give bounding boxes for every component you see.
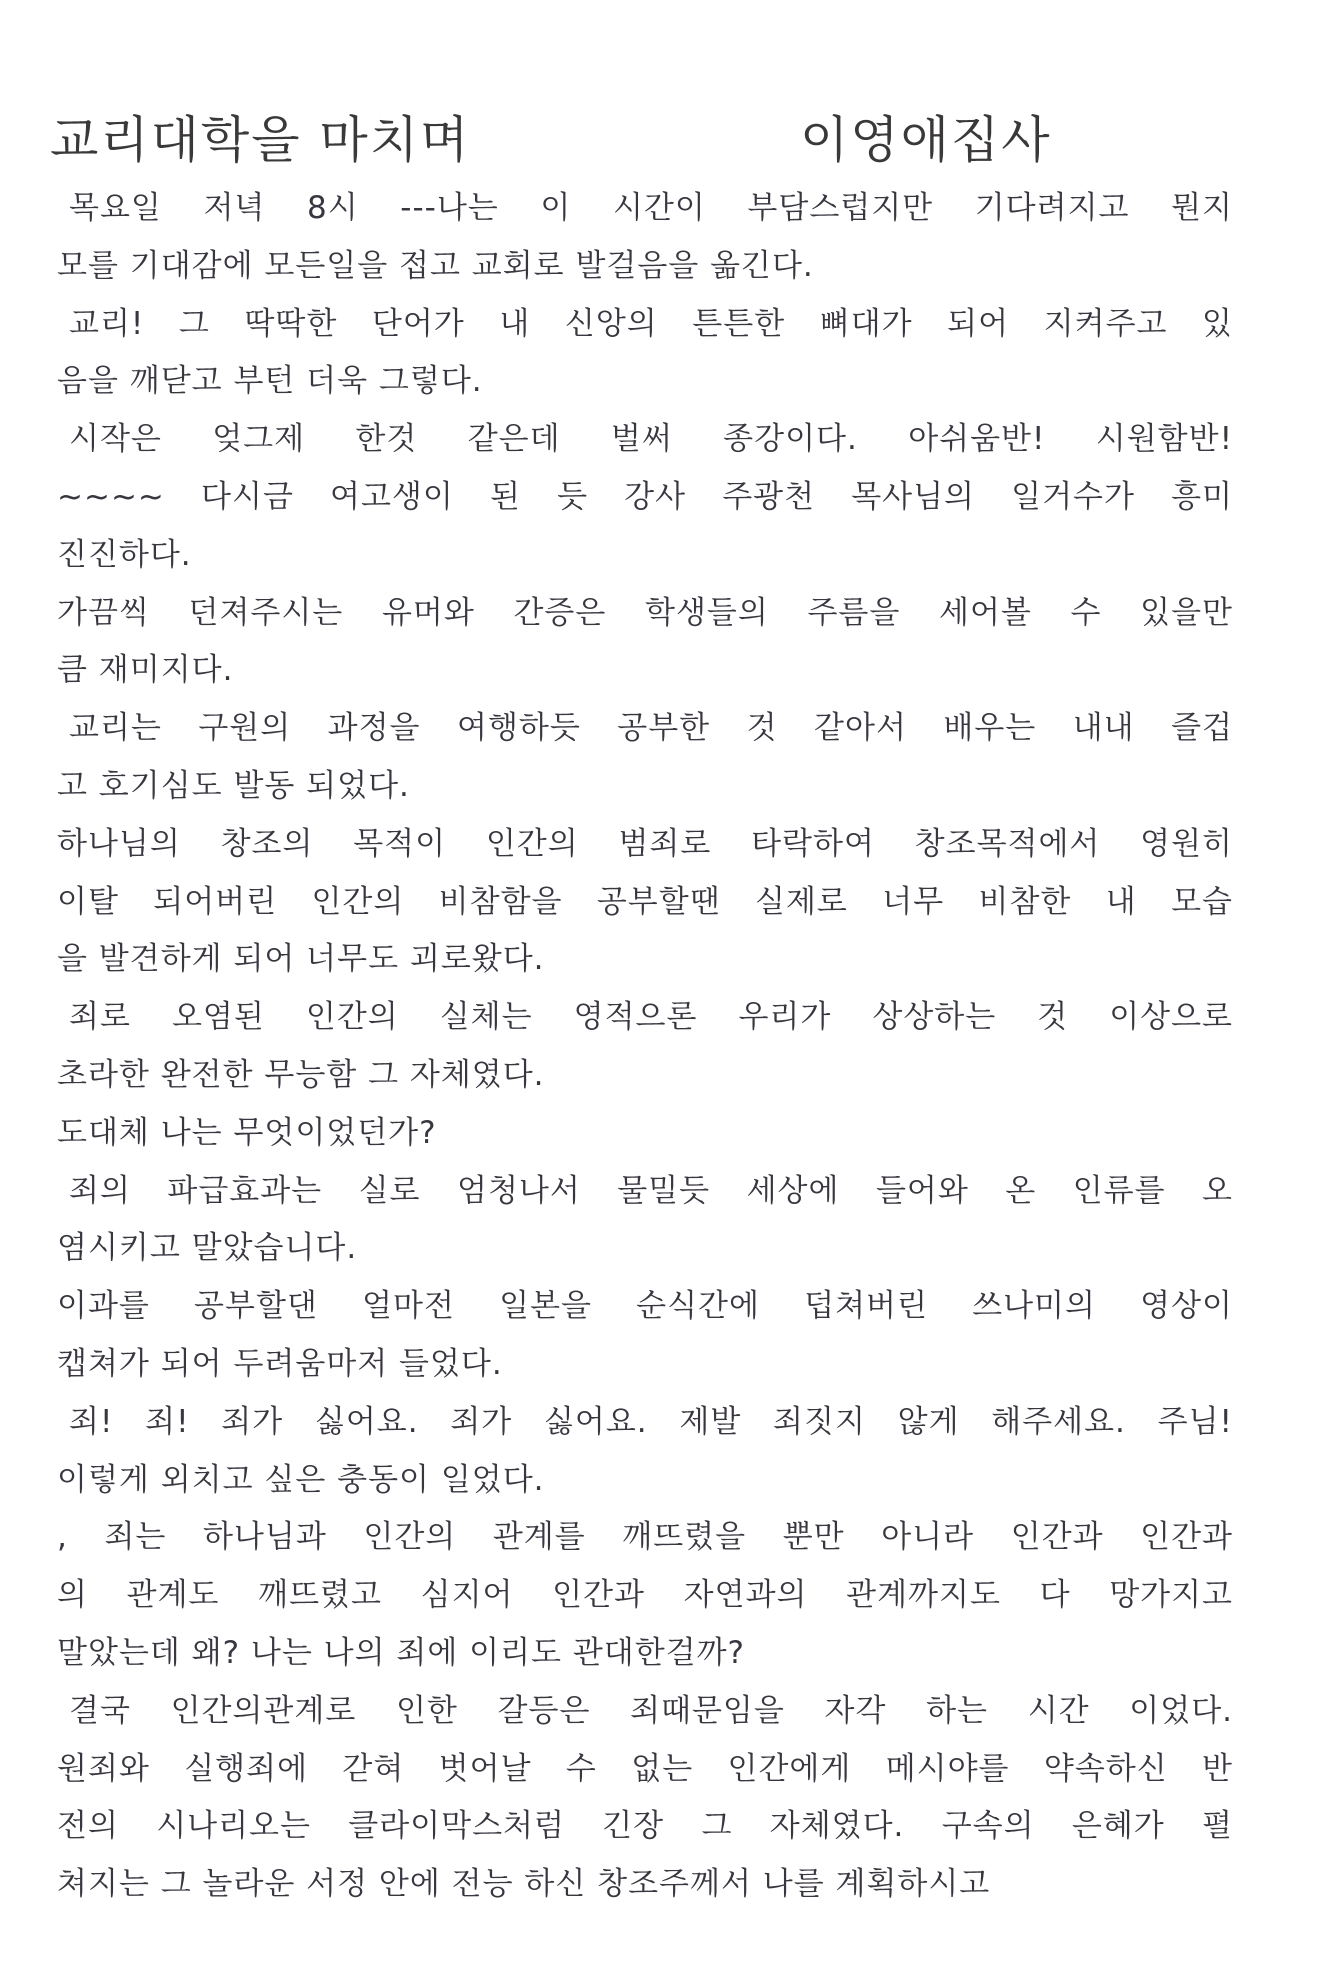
text-line: 초라한 완전한 무능함 그 자체였다. — [57, 1056, 545, 1093]
text-line: 의 관계도 깨뜨렸고 심지어 인간과 자연과의 관계까지도 다 망가지고 — [57, 1577, 1233, 1614]
text-line: 이과를 공부할댄 얼마전 일본을 순식간에 덥쳐버린 쓰나미의 영상이 — [57, 1288, 1233, 1325]
text-line: 을 발견하게 되어 너무도 괴로왔다. — [57, 941, 545, 978]
text-line: 교리! 그 딱딱한 단어가 내 신앙의 튼튼한 뼈대가 되어 지켜주고 있 — [69, 305, 1233, 342]
text-line: 말았는데 왜? 나는 나의 죄에 이리도 관대한걸까? — [57, 1634, 746, 1671]
text-line: 이렇게 외치고 싶은 충동이 일었다. — [57, 1461, 545, 1498]
text-line: 전의 시나리오는 클라이막스처럼 긴장 그 자체였다. 구속의 은혜가 펼 — [57, 1808, 1233, 1845]
text-line: 음을 깨닫고 부턴 더욱 그렇다. — [57, 363, 483, 400]
text-line: 죄! 죄! 죄가 싫어요. 죄가 싫어요. 제발 죄짓지 않게 해주세요. 주님! — [69, 1403, 1233, 1440]
document-body — [57, 180, 1233, 1914]
text-line: 캡쳐가 되어 두려움마저 들었다. — [57, 1345, 503, 1382]
text-line: 이탈 되어버린 인간의 비참함을 공부할땐 실제로 너무 비참한 내 모습 — [57, 883, 1233, 920]
text-line: 가끔씩 던져주시는 유머와 간증은 학생들의 주름을 세어볼 수 있을만 — [57, 594, 1233, 631]
text-line: 염시키고 말았습니다. — [57, 1230, 358, 1267]
text-line: 죄로 오염된 인간의 실체는 영적으론 우리가 상상하는 것 이상으로 — [69, 999, 1233, 1036]
text-line: 진진하다. — [57, 536, 192, 573]
text-line: , 죄는 하나님과 인간의 관계를 깨뜨렸을 뿐만 아니라 인간과 인간과 — [57, 1519, 1233, 1556]
text-line: 죄의 파급효과는 실로 엄청나서 물밀듯 세상에 들어와 온 인류를 오 — [69, 1172, 1233, 1209]
text-line: 교리는 구원의 과정을 여행하듯 공부한 것 같아서 배우는 내내 즐겁 — [69, 710, 1233, 747]
document-title: 교리대학을 마치며 — [50, 111, 471, 169]
text-line: ~~~~ 다시금 여고생이 된 듯 강사 주광천 목사님의 일거수가 흥미 — [57, 478, 1233, 515]
text-line: 시작은 엊그제 한것 같은데 벌써 종강이다. 아쉬움반! 시원함반! — [69, 421, 1233, 458]
text-line: 고 호기심도 발동 되었다. — [57, 767, 410, 804]
text-line: 큼 재미지다. — [57, 652, 234, 689]
text-line: 모를 기대감에 모든일을 접고 교회로 발걸음을 옮긴다. — [57, 247, 814, 284]
text-line: 결국 인간의관계로 인한 갈등은 죄때문임을 자각 하는 시간 이었다. — [69, 1692, 1233, 1729]
text-line: 목요일 저녁 8시 ---나는 이 시간이 부담스럽지만 기다려지고 뭔지 — [69, 190, 1233, 226]
document-author: 이영애집사 — [800, 111, 1052, 169]
text-line: 쳐지는 그 놀라운 서정 안에 전능 하신 창조주께서 나를 계획하시고 — [57, 1866, 991, 1903]
text-line: 하나님의 창조의 목적이 인간의 범죄로 타락하여 창조목적에서 영원히 — [57, 825, 1233, 862]
text-line: 원죄와 실행죄에 갇혀 벗어날 수 없는 인간에게 메시야를 약속하신 반 — [57, 1750, 1233, 1787]
text-line: 도대체 나는 무엇이었던가? — [57, 1114, 437, 1151]
